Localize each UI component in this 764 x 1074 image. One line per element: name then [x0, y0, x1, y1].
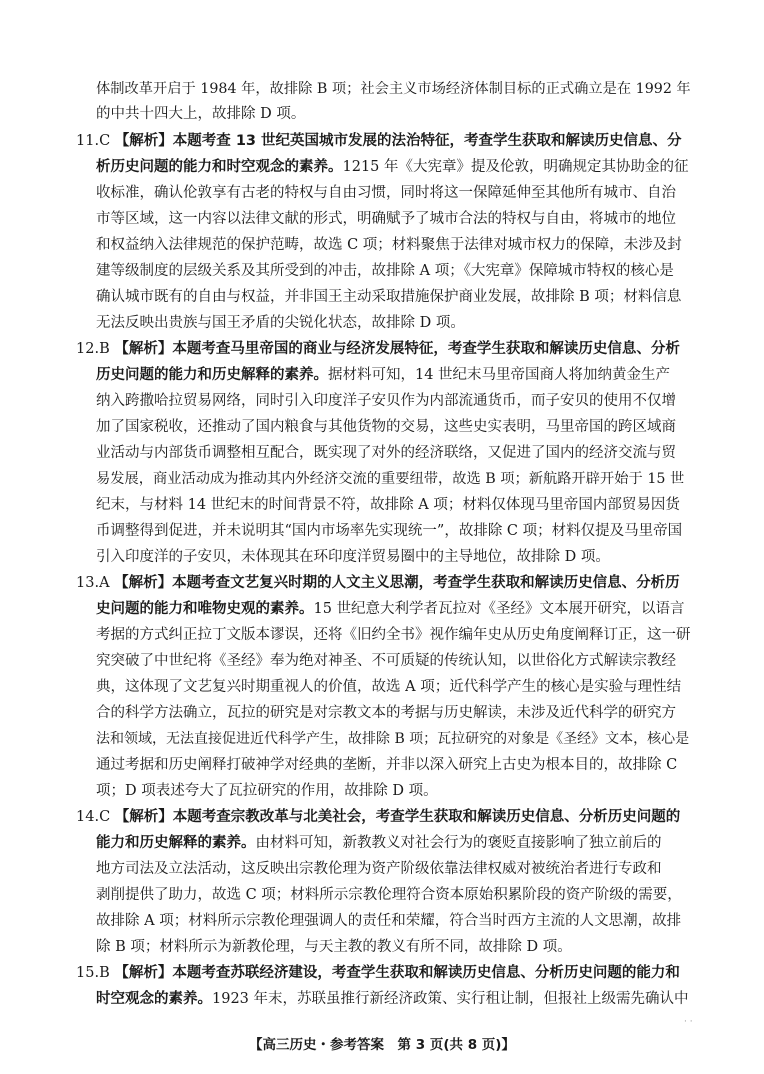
page-footer: 【高三历史・参考答案 第 3 页(共 8 页)】 [249, 1037, 515, 1053]
text-line: 业活动与内部货币调整相互配合，既实现了对外的经济联络，又促进了国内的经济交流与贸 [96, 445, 676, 461]
analysis-tag: 【解析】 [114, 965, 173, 981]
analysis-tag: 【解析】 [114, 809, 173, 825]
text-line: 纳入跨撒哈拉贸易网络，同时引入印度洋子安贝作为内部流通货币，而子安贝的使用不仅增 [96, 393, 676, 409]
text-line: 建等级制度的层级关系及其所受到的冲击，故排除 A 项；《大宪章》保障城市特权的核心是 [96, 263, 674, 279]
text-line: 除 B 项；材料所示为新教伦理，与天主教的教义有所不同，故排除 D 项。 [96, 939, 572, 955]
text-line: 确认城市既有的自由与权益，并非国王主动采取措施保护商业发展，故排除 B 项；材料信息 [96, 289, 682, 305]
analysis-tag: 【解析】 [114, 133, 173, 149]
analysis-tag: 【解析】 [114, 341, 173, 357]
question-14-header [76, 807, 680, 827]
question-number: 13. [76, 575, 100, 591]
text-line: 项；D 项表述夸大了瓦拉研究的作用，故排除 D 项。 [96, 783, 438, 799]
text-line: 法和领域，无法直接促进近代科学产生，故排除 B 项；瓦拉研究的对象是《圣经》文本，核心是 [96, 731, 690, 747]
question-11-header [76, 131, 682, 151]
text-line: 易发展，商业活动成为推动其内外经济交流的重要纽带，故选 B 项；新航路开辟开始于 15 世 [96, 471, 685, 487]
corner-mark: · · [684, 1017, 693, 1027]
text-line: 时空观念的素养。1923 年末，苏联虽推行新经济政策、实行租让制，但报社上级需先确认中 [96, 991, 689, 1007]
question-13-header [76, 573, 680, 593]
text-line: 合的科学方法确立，瓦拉的研究是对宗教文本的考据与历史解读，未涉及近代科学的研究方 [96, 705, 676, 721]
text-line: 和权益纳入法律规范的保护范畴，故选 C 项；材料聚焦于法律对城市权力的保障，未涉及封 [96, 237, 682, 253]
analysis-head: 本题考查马里帝国的商业与经济发展特征，考查学生获取和解读历史信息、分析 [172, 341, 680, 357]
text-line: 典，这体现了文艺复兴时期重视人的价值，故选 A 项；近代科学产生的核心是实验与理性结 [96, 679, 682, 695]
text-line: 通过考据和历史阐释打破神学对经典的垄断，并非以深入研究上古史为根本目的，故排除 C [96, 757, 678, 773]
question-number: 14. [76, 809, 100, 825]
analysis-head: 本题考查文艺复兴时期的人文主义思潮，考查学生获取和解读历史信息、分析历 [172, 575, 680, 591]
text-line: 剥削提供了助力，故选 C 项；材料所示宗教伦理符合资本原始积累阶段的资产阶级的需要， [96, 887, 682, 903]
text-line: 收标准，确认伦敦享有古老的特权与自由习惯，同时将这一保障延伸至其他所有城市、自治 [96, 185, 676, 201]
text-line: 究突破了中世纪将《圣经》奉为绝对神圣、不可质疑的传统认知，以世俗化方式解读宗教经 [96, 653, 676, 669]
text-line: 无法反映出贵族与国王矛盾的尖锐化状态，故排除 D 项。 [96, 315, 465, 331]
analysis-head: 本题考查苏联经济建设，考查学生获取和解读历史信息、分析历史问题的能力和 [172, 965, 680, 981]
text-line: 的中共十四大上，故排除 D 项。 [96, 106, 306, 122]
text-line: 析历史问题的能力和时空观念的素养。1215 年《大宪章》提及伦敦，明确规定其协助金的征 [96, 159, 689, 175]
answer-letter: A [99, 575, 110, 591]
text-line: 引入印度洋的子安贝，未体现其在环印度洋贸易圈中的主导地位，故排除 D 项。 [96, 549, 610, 565]
text-line: 考据的方式纠正拉丁文版本谬误，还将《旧约全书》视作编年史从历史角度阐释订正，这一研 [96, 627, 691, 643]
answer-letter: B [99, 341, 110, 357]
question-number: 11. [76, 133, 100, 149]
analysis-tag: 【解析】 [114, 575, 173, 591]
text-line: 历史问题的能力和历史解释的素养。据材料可知，14 世纪末马里帝国商人将加纳黄金生产 [96, 367, 671, 383]
text-line: 故排除 A 项；材料所示宗教伦理强调人的责任和荣耀，符合当时西方主流的人文思潮，故排 [96, 913, 682, 929]
text-line: 纪末，与材料 14 世纪末的时间背景不符，故排除 A 项；材料仅体现马里帝国内部贸易因货 [96, 497, 680, 513]
answer-letter: C [99, 133, 111, 149]
question-number: 15. [76, 965, 100, 981]
analysis-head: 本题考查 13 世纪英国城市发展的法治特征，考查学生获取和解读历史信息、分 [172, 133, 682, 149]
question-15-header [76, 963, 680, 983]
text-line: 史问题的能力和唯物史观的素养。15 世纪意大利学者瓦拉对《圣经》文本展开研究，以语言 [96, 601, 685, 617]
question-number: 12. [76, 341, 100, 357]
analysis-head: 本题考查宗教改革与北美社会，考查学生获取和解读历史信息、分析历史问题的 [172, 809, 681, 825]
answer-letter: B [99, 965, 110, 981]
text-line: 币调整得到促进，并未说明其“国内市场率先实现统一”，故排除 C 项；材料仅提及马里帝国 [96, 523, 683, 539]
answer-letter: C [99, 809, 111, 825]
text-line: 能力和历史解释的素养。由材料可知，新教教义对社会行为的褒贬直接影响了独立前后的 [96, 835, 662, 851]
text-line: 加了国家税收，还推动了国内粮食与其他货物的交易，这些史实表明，马里帝国的跨区域商 [96, 419, 676, 435]
text-line: 体制改革开启于 1984 年，故排除 B 项；社会主义市场经济体制目标的正式确立是在 1992 年 [96, 81, 691, 97]
question-12-header [76, 339, 680, 359]
text-line: 地方司法及立法活动，这反映出宗教伦理为资产阶级依靠法律权威对被统治者进行专政和 [96, 861, 662, 877]
text-line: 市等区域，这一内容以法律文献的形式，明确赋予了城市合法的特权与自由，将城市的地位 [96, 211, 676, 227]
